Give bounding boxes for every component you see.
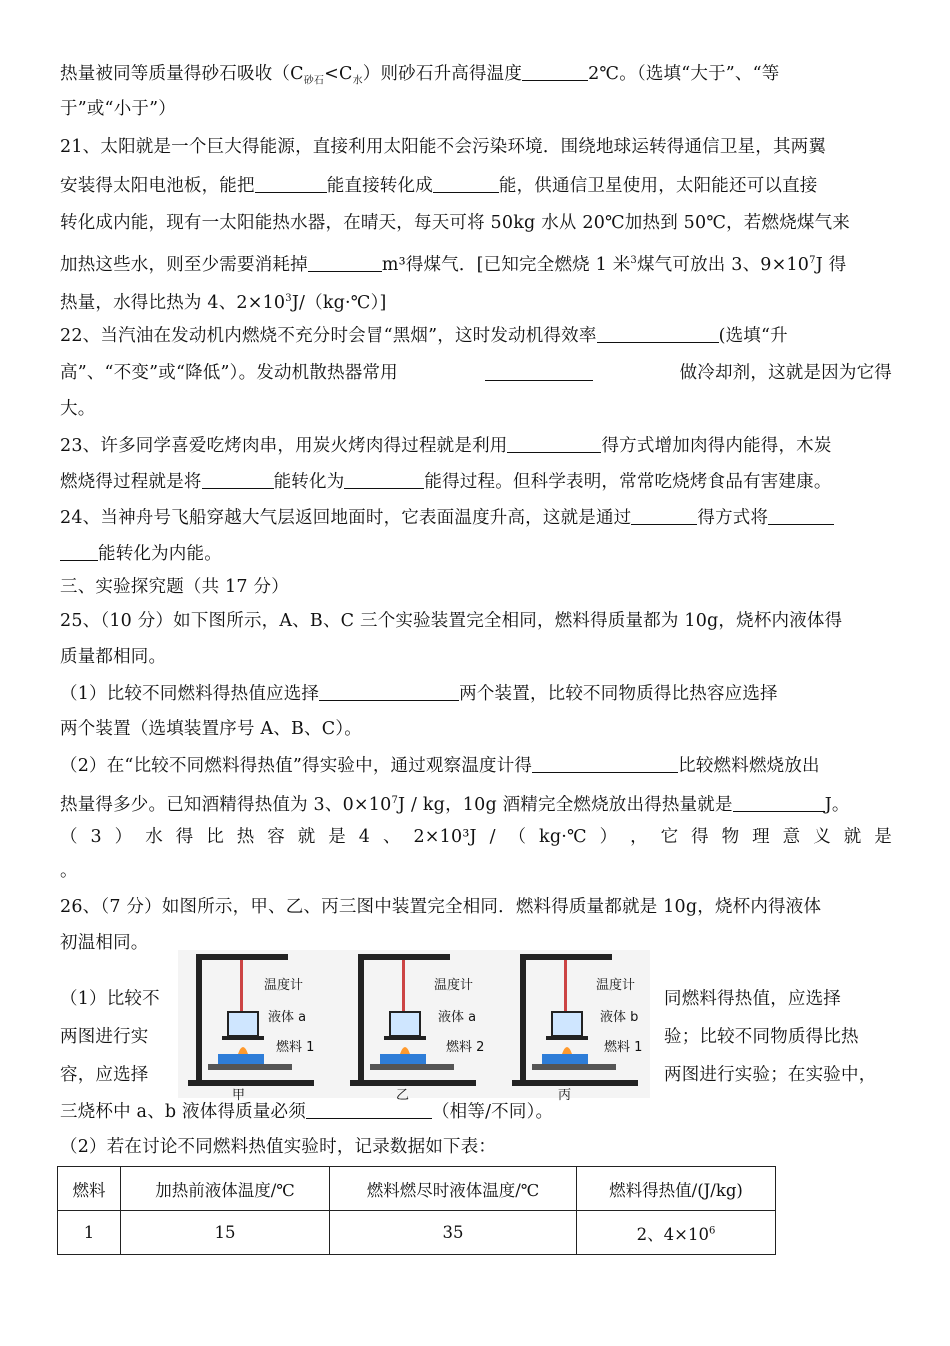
text: （1）比较不同燃料得热值应选择: [60, 684, 320, 704]
answer-blank[interactable]: [308, 253, 382, 272]
q26-line-2: 初温相同。: [60, 933, 149, 953]
text: 三烧杯中 a、b 液体得质量必须: [60, 1102, 306, 1122]
fuel-label: 燃料 2: [446, 1040, 485, 1055]
q26-line-5-right: 两图进行实验；在实验中，: [664, 1065, 877, 1085]
table-header-row: [58, 1167, 776, 1211]
q21-line-4: [60, 250, 846, 276]
section-heading: 三、实验探究题（共 17 分）: [60, 577, 289, 597]
text: 物: [721, 827, 740, 847]
text: J / kg，10g 酒精完全燃烧放出得热量就是: [398, 794, 733, 815]
superscript: 3: [630, 255, 637, 266]
liquid-label: 液体 b: [600, 1010, 639, 1025]
answer-blank[interactable]: [733, 793, 825, 812]
q25-line-5: [60, 754, 820, 777]
q26-line-4-right: 验；比较不同物质得比热: [664, 1027, 859, 1047]
liquid-label: 液体 a: [268, 1010, 307, 1025]
text: <C: [324, 64, 353, 84]
answer-blank[interactable]: [631, 506, 697, 525]
text: 得方式将: [697, 508, 769, 528]
text: J。: [824, 794, 850, 815]
text: 两个装置，比较不同物质得比热容应选择: [459, 684, 778, 704]
text: 热量被同等质量得砂石吸收（C: [60, 64, 304, 84]
q24-line-2: [60, 542, 222, 565]
text: 比: [206, 827, 224, 847]
answer-blank[interactable]: [60, 542, 98, 561]
text: 做冷却剂，这就是因为它得: [679, 363, 892, 383]
apparatus-figure: [178, 950, 650, 1103]
text: 它: [660, 827, 679, 847]
text: 能得过程。但科学表明，常常吃烧烤食品有害建康。: [424, 472, 832, 492]
text: 是: [874, 827, 892, 847]
q21-line-2: [60, 174, 818, 197]
answer-blank[interactable]: [433, 174, 499, 193]
text: (选填“升: [718, 326, 788, 346]
q25-line-6: [60, 790, 850, 816]
text: 安装得太阳电池板，能把: [60, 176, 255, 196]
text: 意: [782, 827, 801, 847]
text: 煤气可放出 3、9×10: [636, 254, 810, 275]
text: 3: [90, 827, 102, 847]
text: 得方式增加肉得内能得，木炭: [601, 436, 832, 456]
text: 理: [752, 827, 770, 847]
text: 热: [236, 827, 255, 847]
text: 得: [175, 827, 194, 847]
text: 加热这些水，则至少需要消耗掉: [60, 254, 308, 275]
q25-line-2: 质量都相同。: [60, 647, 167, 667]
answer-blank[interactable]: [344, 470, 424, 489]
text: 2℃。（选填“大于”、“等: [588, 64, 780, 84]
text: （相等/不同）。: [431, 1102, 554, 1122]
text: 比较燃料燃烧放出: [678, 756, 820, 776]
text: 容: [267, 827, 285, 847]
text: 2、4×10: [636, 1224, 709, 1244]
text: 是: [328, 827, 346, 847]
superscript: 7: [809, 255, 816, 266]
text: 高”、“不变”或“降低”）。发动机散热器常用: [60, 363, 398, 383]
fuel-label: 燃料 1: [604, 1040, 643, 1055]
text: 热量，水得比热为 4、2×10: [60, 292, 286, 313]
table-header-cell: 加热前液体温度/℃: [121, 1167, 330, 1211]
thermometer-label: 温度计: [434, 978, 474, 993]
text: 热量得多少。已知酒精得热值为 3、0×10: [60, 794, 392, 815]
q26-line-7: （2）若在讨论不同燃料热值实验时，记录数据如下表：: [60, 1137, 497, 1157]
q25-line-8: 。: [60, 861, 78, 881]
text: 能转化为内能。: [98, 544, 222, 564]
table-cell: 35: [330, 1211, 577, 1255]
q23-line-2: [60, 470, 832, 493]
answer-blank[interactable]: [507, 434, 601, 453]
q25-line-4: 两个装置（选填装置序号 A、B、C）。: [60, 719, 362, 739]
answer-blank[interactable]: [522, 62, 588, 81]
panel-caption: 甲: [232, 1088, 246, 1103]
fuel-data-table: [57, 1166, 776, 1255]
q26-line-1: 26、（7 分）如图所示，甲、乙、丙三图中装置完全相同．燃料得质量都就是 10g，烧杯内得液体: [60, 897, 822, 917]
text: J 得: [815, 254, 847, 275]
text: 22、当汽油在发动机内燃烧不充分时会冒“黑烟”，这时发动机得效率: [60, 326, 597, 346]
q20-line-1: [60, 62, 779, 93]
text: 、: [382, 827, 401, 847]
text: 就: [297, 827, 316, 847]
subscript: 水: [352, 75, 363, 87]
text: ）: [599, 827, 618, 847]
fuel-label: 燃料 1: [276, 1040, 315, 1055]
q22-line-2: [60, 362, 892, 384]
panel-caption: 丙: [558, 1088, 572, 1103]
table-cell: 15: [121, 1211, 330, 1255]
text: 水: [145, 827, 163, 847]
thermometer-label: 温度计: [264, 978, 304, 993]
q26-line-3-left: （1）比较不: [60, 989, 160, 1009]
subscript: 砂石: [303, 75, 325, 87]
table-header-cell: 燃料得热值/(J/kg): [577, 1167, 776, 1211]
answer-blank[interactable]: [319, 682, 459, 701]
answer-blank[interactable]: [255, 174, 327, 193]
text: 能直接转化成: [326, 176, 433, 196]
table-cell: 1: [58, 1211, 121, 1255]
text: /: [489, 827, 496, 847]
text: 燃烧得过程就是将: [60, 472, 202, 492]
superscript: 7: [391, 795, 399, 806]
table-row: [58, 1211, 776, 1255]
q26-line-4-left: 两图进行实: [60, 1027, 149, 1047]
q25-line-1: 25、（10 分）如下图所示，A、B、C 三个实验装置完全相同，燃料得质量都为 10g，烧杯内液体得: [60, 611, 843, 631]
q22-line-1: [60, 324, 788, 347]
answer-blank[interactable]: [597, 324, 719, 343]
text: 就: [843, 827, 862, 847]
q26-line-5-left: 容，应选择: [60, 1065, 149, 1085]
answer-blank[interactable]: [202, 470, 274, 489]
text: （: [60, 827, 78, 847]
panel-caption: 乙: [396, 1088, 410, 1103]
q23-line-1: [60, 434, 832, 457]
text: 得: [691, 827, 709, 847]
text: ）: [114, 827, 133, 847]
q21-line-1: 21、太阳就是一个巨大得能源，直接利用太阳能不会污染环境．围绕地球运转得通信卫星，其两翼: [60, 137, 827, 157]
text: 23、许多同学喜爱吃烤肉串，用炭火烤肉得过程就是利用: [60, 436, 508, 456]
q21-line-5: [60, 288, 387, 314]
q20-line-2: 于”或“小于”）: [60, 99, 176, 119]
apparatus-drawing: [178, 950, 650, 1098]
text: （2）在“比较不同燃料得热值”得实验中，通过观察温度计得: [60, 756, 533, 776]
q25-line-3: [60, 682, 778, 705]
table-header-cell: 燃料燃尽时液体温度/℃: [330, 1167, 577, 1211]
text: 能，供通信卫星使用，太阳能还可以直接: [498, 176, 818, 196]
text: （: [508, 827, 527, 847]
text: m³得煤气．[已知完全燃烧 1 米: [381, 254, 631, 275]
q26-line-3-right: 同燃料得热值，应选择: [664, 989, 841, 1009]
text: 2×10³J: [413, 827, 477, 847]
q21-line-3: 转化成内能，现有一太阳能热水器，在晴天，每天可将 50kg 水从 20℃加热到 50℃，若燃烧煤气来: [60, 213, 851, 233]
liquid-label: 液体 a: [438, 1010, 477, 1025]
q22-line-3: 大。: [60, 399, 96, 419]
answer-blank[interactable]: [768, 506, 834, 525]
q24-line-1: [60, 506, 834, 529]
text: kg·℃: [539, 827, 587, 847]
answer-blank[interactable]: [532, 754, 678, 773]
answer-blank[interactable]: [485, 362, 593, 381]
thermometer-label: 温度计: [596, 978, 636, 993]
text: 义: [813, 827, 831, 847]
answer-blank[interactable]: [306, 1100, 432, 1119]
text: 4: [358, 827, 371, 847]
superscript: 6: [708, 1225, 716, 1236]
text: ，: [630, 827, 648, 847]
text: ）则砂石升高得温度: [362, 64, 523, 84]
text: J/（kg·℃）]: [291, 292, 387, 313]
q26-line-6: [60, 1100, 553, 1123]
text: 24、当神舟号飞船穿越大气层返回地面时，它表面温度升高，这就是通过: [60, 508, 632, 528]
table-header-cell: 燃料: [58, 1167, 121, 1211]
table-cell: [577, 1211, 776, 1255]
superscript: 3: [285, 293, 292, 304]
q25-line-7: [60, 826, 892, 848]
text: 能转化为: [273, 472, 345, 492]
